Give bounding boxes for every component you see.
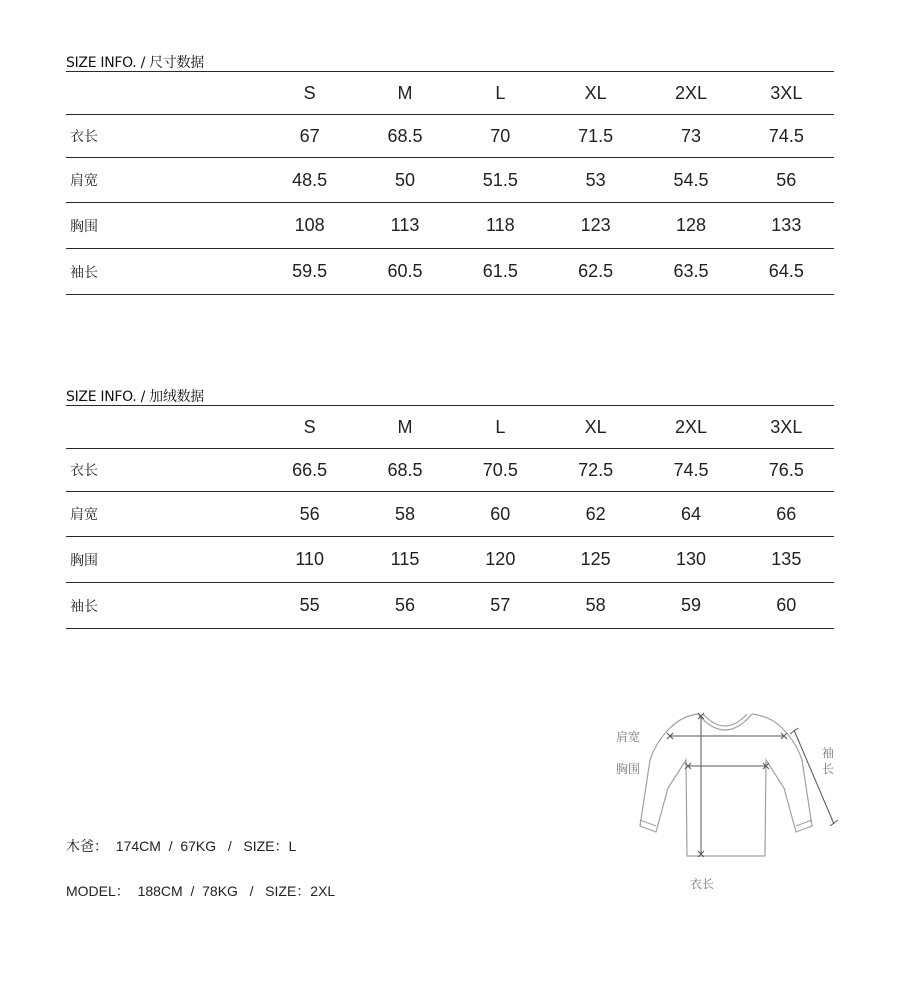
col-header: 3XL	[770, 416, 803, 437]
chest-label: 胸围	[616, 762, 641, 776]
table-header-row	[66, 406, 834, 449]
cell: 74.5	[673, 459, 709, 480]
cell: 56	[776, 169, 797, 190]
cell: 59.5	[292, 261, 328, 281]
cell: 51.5	[482, 169, 518, 190]
col-header: XL	[584, 82, 607, 103]
col-header: M	[397, 82, 413, 103]
row-label: 袖长	[70, 264, 98, 281]
measurement-lines	[670, 716, 838, 854]
length-label: 衣长	[690, 877, 715, 891]
cell: 133	[771, 215, 802, 235]
row-label: 袖长	[70, 598, 98, 615]
col-header: 3XL	[770, 82, 803, 103]
model-info-2: MODEL： 188CM / 78KG / SIZE：2XL	[66, 883, 336, 899]
cell: 60	[490, 503, 511, 524]
cell: 73	[680, 125, 701, 146]
size-table-2-title: SIZE INFO. / 加绒数据	[66, 389, 204, 405]
cell: 55	[299, 595, 320, 615]
col-header: 2XL	[674, 82, 707, 103]
cell: 128	[675, 215, 706, 235]
cell: 130	[675, 549, 706, 569]
cell: 67	[299, 125, 320, 146]
row-label: 衣长	[70, 129, 98, 145]
cell: 64.5	[768, 261, 804, 281]
cell: 48.5	[292, 169, 328, 190]
sleeve-label-bottom: 长	[822, 762, 835, 776]
cell: 74.5	[768, 125, 804, 146]
col-header: M	[397, 416, 413, 437]
col-header: 2XL	[674, 416, 707, 437]
cell: 72.5	[578, 459, 614, 480]
cell: 58	[394, 503, 415, 524]
cell: 54.5	[673, 169, 709, 190]
table-row	[66, 158, 834, 203]
cell: 60.5	[387, 261, 423, 281]
row-label: 肩宽	[70, 507, 98, 523]
cell: 59	[680, 595, 701, 615]
header-blank	[66, 406, 262, 449]
cell: 61.5	[482, 261, 518, 281]
col-header: S	[303, 416, 316, 437]
cell: 56	[394, 595, 415, 615]
col-header: L	[495, 82, 506, 103]
garment-diagram	[600, 700, 840, 900]
cell: 76.5	[768, 459, 804, 480]
table-row	[66, 537, 834, 583]
measurement-marks	[667, 713, 787, 857]
table-row	[66, 583, 834, 629]
header-blank	[66, 72, 262, 115]
table-row	[66, 203, 834, 249]
model-info-1: 木爸： 174CM / 67KG / SIZE：L	[66, 838, 297, 854]
table-row	[66, 249, 834, 295]
col-header: XL	[584, 416, 607, 437]
table-row	[66, 115, 834, 158]
cell: 120	[485, 549, 516, 569]
col-header: S	[303, 82, 316, 103]
row-label: 肩宽	[70, 173, 98, 189]
size-table-1	[66, 71, 834, 295]
cell: 66	[776, 503, 797, 524]
cell: 115	[390, 549, 420, 569]
sweater-outline	[640, 714, 812, 856]
cell: 64	[680, 503, 701, 524]
cell: 58	[585, 595, 606, 615]
cell: 62.5	[578, 261, 614, 281]
row-label: 胸围	[70, 552, 98, 569]
cell: 70.5	[482, 459, 518, 480]
cell: 66.5	[292, 459, 328, 480]
cell: 68.5	[387, 125, 423, 146]
cell: 50	[394, 169, 415, 190]
table-header-row	[66, 72, 834, 115]
cell: 63.5	[673, 261, 709, 281]
cell: 62	[585, 503, 606, 524]
cell: 57	[490, 595, 511, 615]
sleeve-label-top: 袖	[822, 746, 835, 760]
cell: 135	[771, 549, 802, 569]
col-header: L	[495, 416, 506, 437]
shoulder-label: 肩宽	[616, 730, 641, 744]
size-table-1-title: SIZE INFO. / 尺寸数据	[66, 55, 204, 71]
cell: 123	[580, 215, 611, 235]
size-table-2	[66, 405, 834, 629]
table-row	[66, 449, 834, 492]
cell: 108	[294, 215, 325, 235]
cell: 68.5	[387, 459, 423, 480]
row-label: 胸围	[70, 218, 98, 235]
table-row	[66, 492, 834, 537]
cell: 125	[580, 549, 611, 569]
cell: 53	[585, 169, 606, 190]
cell: 110	[295, 549, 325, 569]
cell: 60	[776, 595, 797, 615]
cell: 70	[490, 125, 511, 146]
cell: 118	[485, 215, 515, 235]
cell: 113	[390, 215, 420, 235]
row-label: 衣长	[70, 463, 98, 479]
cell: 71.5	[578, 125, 614, 146]
cell: 56	[299, 503, 320, 524]
